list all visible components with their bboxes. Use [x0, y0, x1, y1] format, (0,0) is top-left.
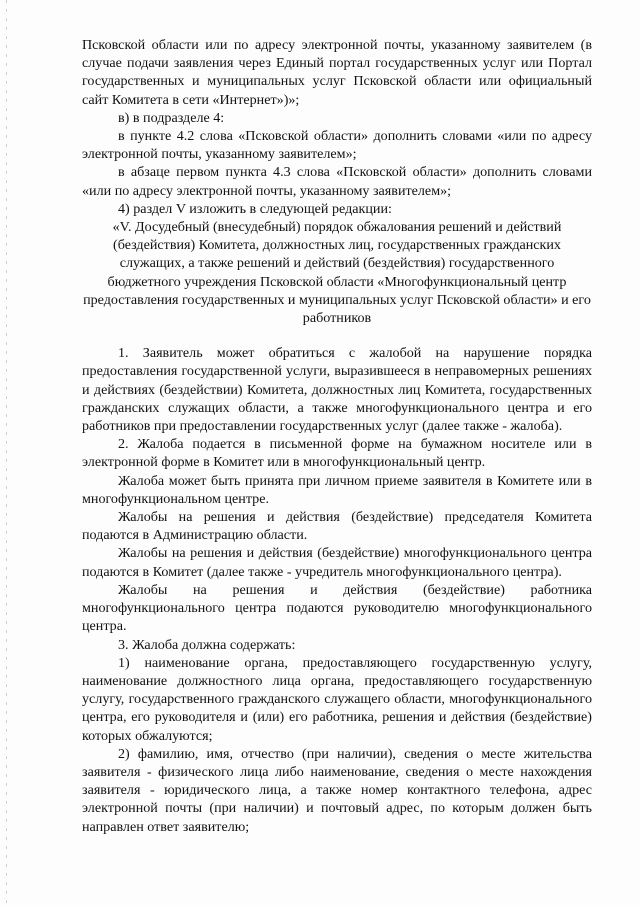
paragraph-3-2: 2) фамилию, имя, отчество (при наличии), сведения о месте жительства заявителя - физического лица либо наименование, сведения о месте нахождения заявителя - юридического лица, а также номер контактного телефона, адрес электронной почты (при наличии) и почтовый адрес, по которым должен быть направлен ответ заявителю; [82, 745, 592, 835]
paragraph-3: 3. Жалоба должна содержать: [118, 636, 296, 653]
paragraph-2-personal: Жалоба может быть принята при личном приеме заявителя в Комитете или в многофункциональном центре. [82, 472, 592, 507]
paragraph-item-4-2: в пункте 4.2 слова «Псковской области» дополнить словами «или по адресу электронной почты, указанному заявителем»; [82, 128, 592, 163]
spacer [82, 327, 592, 344]
paragraph-subsection-v: в) в подразделе 4: [118, 109, 225, 126]
scan-edge [6, 0, 7, 905]
paragraph-2: 2. Жалоба подается в письменной форме на бумажном носителе или в электронной форме в Комитет или в многофункциональный центр. [82, 436, 592, 471]
paragraph-1: 1. Заявитель может обратиться с жалобой на нарушение порядка предоставления государственной услуги, выразившееся в неправомерных решениях и действиях (бездействии) Комитета, должностных лиц Комитета, государственных гражданских служащих области, а также многофункционального центра и его работников при предоставлении государственных услуг (далее также - жалоба). [82, 345, 592, 435]
paragraph-item-4-3: в абзаце первом пункта 4.3 слова «Псковской области» дополнить словами «или по адресу электронной почты, указанному заявителем»; [82, 164, 592, 199]
paragraph-2-chairman: Жалобы на решения и действия (бездействие) председателя Комитета подаются в Администрацию области. [82, 509, 592, 544]
paragraph-section-v-intro: 4) раздел V изложить в следующей редакции: [118, 200, 392, 217]
document-body [82, 36, 592, 836]
section-heading: «V. Досудебный (внесудебный) порядок обжалования решений и действий (бездействия) Комитета, должностных лиц, государственных гражданских служащих, а также решений и действий (бездействия) государственного бюджетного учреждения Псковской области «Многофункциональный центр предоставления государственных и муниципальных услуг Псковской области» и его работников [83, 219, 591, 327]
paragraph-continuation: Псковской области или по адресу электронной почты, указанному заявителем (в случае подачи заявления через Единый портал государственных услуг или Портал государственных и муниципальных услуг Псковской области или официальный сайт Комитета в сети «Интернет»)»; [82, 37, 592, 108]
paragraph-2-mfc-worker: Жалобы на решения и действия (бездействие) работника многофункционального центра подаются руководителю многофункционального центра. [82, 581, 592, 635]
paragraph-3-1: 1) наименование органа, предоставляющего государственную услугу, наименование должностного лица органа, предоставляющего государственную услугу, государственного гражданского служащего области, многофункционального центра, его руководителя и (или) его работника, решения и действия (бездействие) которых обжалуются; [82, 654, 592, 744]
paragraph-2-mfc: Жалобы на решения и действия (бездействие) многофункционального центра подаются в Комитет (далее также - учредитель многофункционального центра). [82, 545, 592, 580]
